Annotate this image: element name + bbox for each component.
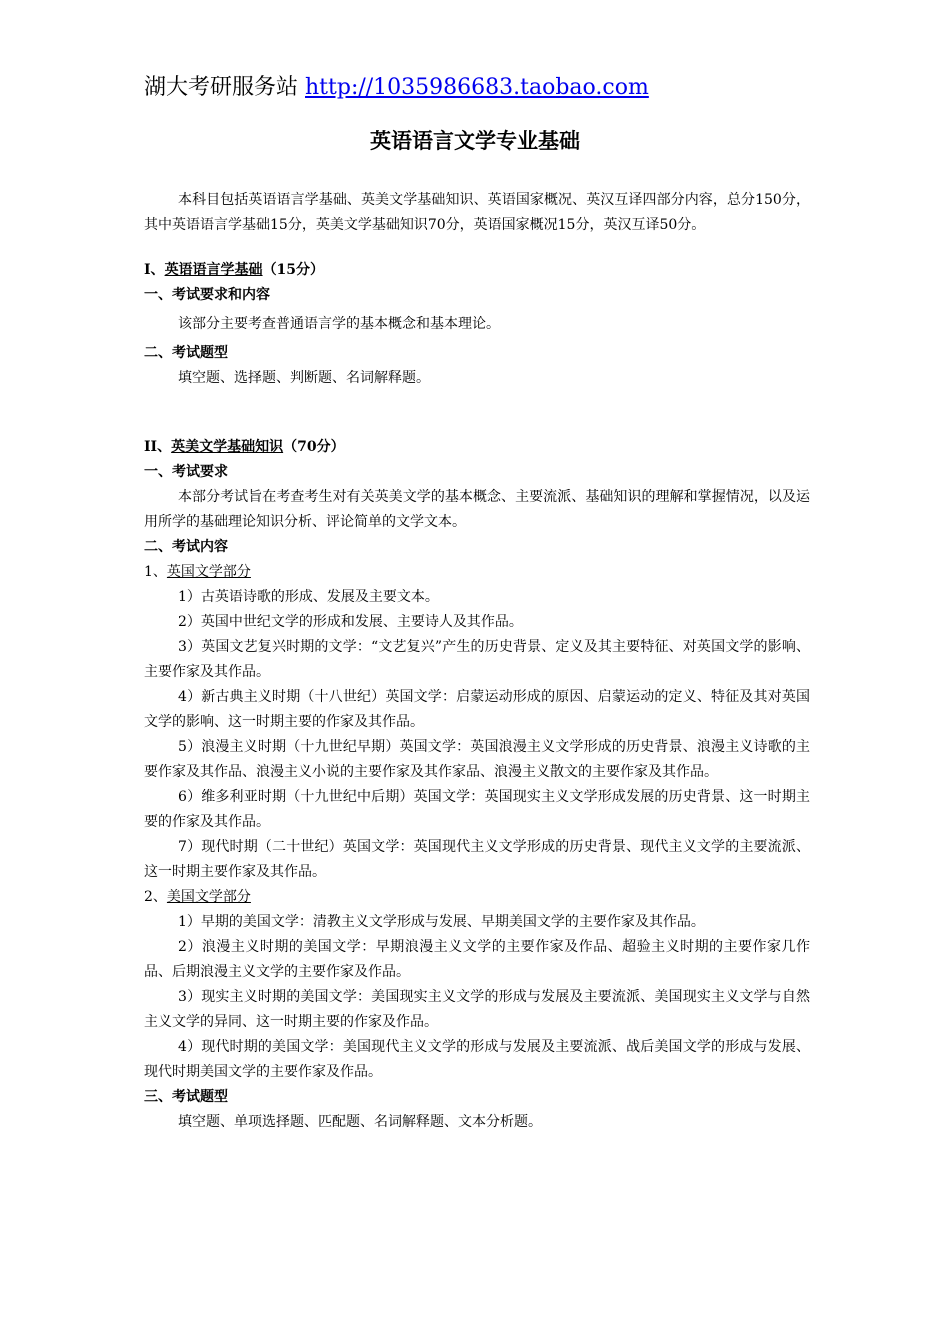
us-item: 4）现代时期的美国文学：美国现代主义文学的形成与发展及主要流派、战后美国文学的形成与发展、现代时期美国文学的主要作家及作品。 [144, 1039, 810, 1080]
part2-section-heading-1: 一、考试要求 [144, 464, 228, 480]
shop-link[interactable]: http://1035986683.taobao.com [305, 75, 649, 100]
uk-item: 3）英国文艺复兴时期的文学：“文艺复兴”产生的历史背景、定义及其主要特征、对英国文学的影响、主要作家及其作品。 [144, 639, 810, 680]
uk-literature-name: 英国文学部分 [166, 564, 251, 580]
part2-number: II、 [144, 439, 172, 455]
part2-paragraph-1: 本部分考试旨在考查考生对有关英美文学的基本概念、主要流派、基础知识的理解和掌握情况，以及运用所学的基础理论知识分析、评论简单的文学文本。 [144, 489, 810, 530]
part1-score: （15分） [262, 262, 325, 278]
uk-literature-heading [144, 560, 810, 585]
part1-section-heading-2: 二、考试题型 [144, 345, 228, 361]
part2-heading [144, 435, 810, 460]
uk-item: 1）古英语诗歌的形成、发展及主要文本。 [178, 589, 439, 605]
document-title: 英语语言文学专业基础 [370, 128, 580, 153]
uk-item: 5）浪漫主义时期（十九世纪早期）英国文学：英国浪漫主义文学形成的历史背景、浪漫主义诗歌的主要作家及其作品、浪漫主义小说的主要作家及其作家品、浪漫主义散文的主要作家及其作品。 [144, 739, 810, 780]
part1-name: 英语语言学基础 [164, 262, 263, 278]
us-literature-heading [144, 885, 810, 910]
uk-item: 4）新古典主义时期（十八世纪）英国文学：启蒙运动形成的原因、启蒙运动的定义、特征及其对英国文学的影响、这一时期主要的作家及其作品。 [144, 689, 810, 730]
us-item: 2）浪漫主义时期的美国文学：早期浪漫主义文学的主要作家及作品、超验主义时期的主要作家几作品、后期浪漫主义文学的主要作家及作品。 [144, 939, 810, 980]
part1-paragraph-1: 该部分主要考查普通语言学的基本概念和基本理论。 [178, 316, 500, 332]
part2-section-heading-2: 二、考试内容 [144, 539, 228, 555]
uk-literature-number: 1、 [144, 564, 167, 580]
us-item: 3）现实主义时期的美国文学：美国现实主义文学的形成与发展及主要流派、美国现实主义文学与自然主义文学的异同、这一时期主要的作家及作品。 [144, 989, 810, 1030]
part2-section-heading-3: 三、考试题型 [144, 1089, 228, 1105]
part2-paragraph-3: 填空题、单项选择题、匹配题、名词解释题、文本分析题。 [178, 1114, 542, 1130]
part1-paragraph-2: 填空题、选择题、判断题、名词解释题。 [178, 370, 430, 386]
part1-section-heading-1: 一、考试要求和内容 [144, 287, 270, 303]
uk-item: 2）英国中世纪文学的形成和发展、主要诗人及其作品。 [178, 614, 523, 630]
part1-heading [144, 258, 810, 283]
part2-name: 英美文学基础知识 [171, 439, 284, 455]
us-literature-name: 美国文学部分 [166, 889, 251, 905]
us-item: 1）早期的美国文学：清教主义文学形成与发展、早期美国文学的主要作家及其作品。 [178, 914, 705, 930]
intro-paragraph: 本科目包括英语语言学基础、英美文学基础知识、英语国家概况、英汉互译四部分内容，总分150分，其中英语语言学基础15分，英美文学基础知识70分，英语国家概况15分，英汉互译50分。 [144, 192, 810, 233]
document-body [144, 188, 810, 1135]
part2-score: （70分） [283, 439, 345, 455]
part1-number: I、 [144, 262, 165, 278]
us-literature-number: 2、 [144, 889, 167, 905]
site-name: 湖大考研服务站 [144, 75, 299, 100]
uk-item: 6）维多利亚时期（十九世纪中后期）英国文学：英国现实主义文学形成发展的历史背景、这一时期主要的作家及其作品。 [144, 789, 810, 830]
uk-item: 7）现代时期（二十世纪）英国文学：英国现代主义文学形成的历史背景、现代主义文学的主要流派、这一时期主要作家及其作品。 [144, 839, 810, 880]
page-header [144, 72, 649, 104]
